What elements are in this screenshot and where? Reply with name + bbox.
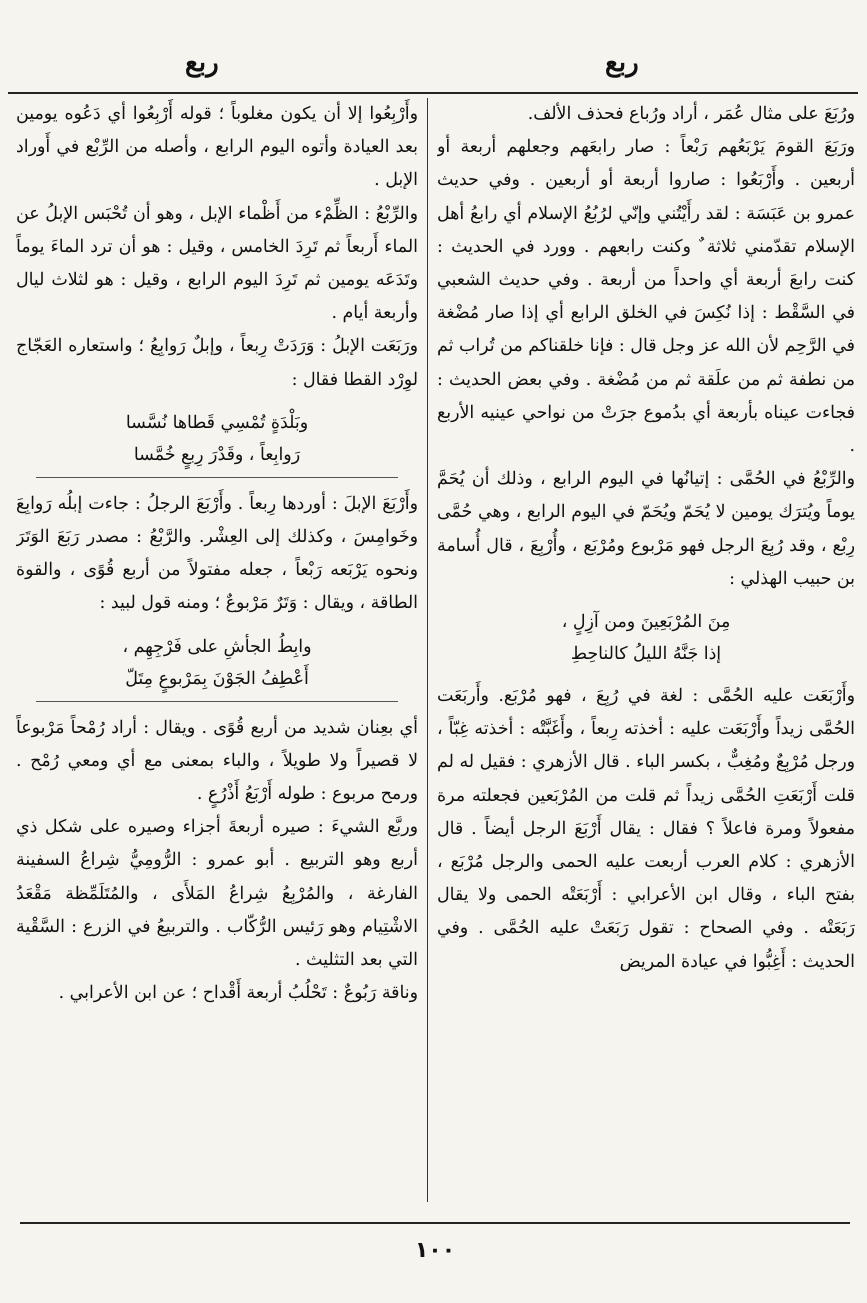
paragraph: ورَبَعَت الإبلُ : وَرَدَتْ رِبعاً ، وإبلٌ رَوابِعُ ؛ واستعاره العَجّاج لوِرْد القطا فقال :	[16, 336, 418, 390]
page-number: ١٠٠	[414, 1238, 456, 1263]
running-head-left: ربع	[185, 48, 219, 78]
verse-line: رَوابِعاً ، وقَدْرَ رِبعٍ خُمَّسا	[133, 444, 301, 465]
paragraph: والرِّبْعُ : الظِّمْء من أَظْماء الإبل ، وهو أن تُحْبَس الإبلُ عن الماء أَربعاً ثم تَرِدَ الخامس ، وقيل : هو أن ترد الماءَ يوماً وتَدَعَه يومين ثم تَرِدَ اليوم الرابع ، وقيل : هو لثلاث ليال وأربعة أيام .	[16, 203, 418, 324]
footer-rule	[20, 1222, 850, 1224]
verse-separator	[36, 701, 398, 702]
paragraph: وناقة رَبُوعٌ : تَحْلُبُ أربعة أَقْداح ؛ عن ابن الأعرابي .	[58, 983, 418, 1004]
verse-line: أَعْطِفُ الجَوْنَ بِمَرْبوعٍ مِتَلّ	[125, 668, 309, 689]
running-head-right: ربع	[605, 48, 639, 78]
page-header	[0, 48, 867, 88]
verse-line: وبَلْدَةٍ تُمْسِي قَطاها نُسَّسا	[125, 412, 309, 433]
verse-block	[16, 407, 418, 478]
verse-line: إذا جَنَّهُ الليلُ كالناحِطِ	[570, 644, 722, 665]
paragraph: ورُبَعَ على مثال عُمَر ، أراد ورُباع فحذف الألف.	[527, 104, 855, 124]
paragraph: وأَرْبَعَ الإبلَ : أوردها رِبعاً . وأَرْبَعَ الرجلُ : جاءت إبلُه رَوابِعَ وخَوامِسَ ، وكذلك إلى العِشْر. والرَّبْعُ : مصدر رَبَعَ الوَتَرَ ونحوه يَرْبَعه رَبْعاً ، جعله مفتولاً من أربع قُوًى ، والقوة الطاقة ، ويقال : وَتَرٌ مَرْبوعٌ ؛ ومنه قول لبيد :	[16, 493, 418, 614]
left-column	[16, 98, 418, 1208]
verse-block	[16, 631, 418, 702]
verse-block	[437, 606, 855, 670]
paragraph: وربَّع الشيءَ : صيره أربعةَ أجزاء وصيره على شكل ذي أربع وهو التربيع . أبو عمرو : الرُّومِيُّ شِراعُ السفينة الفارغة ، والمُرْبِعُ شِراعُ المَلأَى ، والمُتَلَمِّظة مَقْعَدُ الاشْتِيام وهو رَئيس الرُّكّاب . والتربيعُ في الزرع : السَّقْية التي بعد التثليث .	[16, 817, 418, 971]
paragraph: وأَرْبِعُوا إلا أن يكون مغلوباً ؛ قوله أَرْبِعُوا أي دَعُوه يومين بعد العيادة وأتوه اليوم الرابع ، وأصله من الرِّبْع في أَوراد الإبل .	[16, 104, 418, 191]
right-column	[437, 98, 855, 1208]
verse-line: مِنَ المُرْبَعِينَ ومن آزِلٍ ،	[561, 612, 731, 633]
verse-line: وابِطُ الجأشِ على فَرْجِهِم ،	[122, 636, 312, 657]
header-rule	[8, 92, 858, 94]
paragraph: ورَبَعَ القومَ يَرْبَعُهم رَبْعاً : صار رابعَهم وجعلهم أربعة أو أربعين . وأَرْبَعُوا : صاروا أربعة أو أربعين . وفي حديث عمرو بن عَبَسَة : لقد رأَيْتُني وإنّي لرُبُعُ الإسلام أي رابعُ أهل الإسلام تقدّمني ثلاثة ٌ وكنت رابعهم . وورد في الحديث : كنت رابعَ أربعة أي واحداً من أربعة . وفي حديث الشعبي في السَّقْط : إذا نُكِسَ في الخلق الرابع أي إذا صار مُضْغة في الرَّحِم لأن الله عز وجل قال : فإنا خلقناكم من تُراب ثم من نطفة ثم من علَقة ثم من مُضْغة . وفي بعض الحديث : فجاءت عيناه بأربعة أي بدُموع جرَتْ من نواحي عينيه الأربع .	[437, 137, 855, 457]
verse-separator	[36, 477, 398, 478]
paragraph: وأَرْبَعَت عليه الحُمَّى : لغة في رُبِعَ ، فهو مُرْبَع. وأَربَعَت الحُمَّى زيداً وأَرْبَعَت عليه : أخذته رِبعاً ، وأَغَبَّتْه : أخذته غِبّاً ، ورجل مُرْبِعٌ ومُغِبٌّ ، بكسر الباء . قال الأزهري : فقيل له لم قلت أَرْبَعَتِ الحُمَّى زيداً ثم قلت من المُرْبَعين فجعلته مرة مفعولاً ومرة فاعلاً ؟ فقال : يقال أَرْبَعَ الرجل أيضاً . قال الأزهري : كلام العرب أربعت عليه الحمى والرجل مُرْبَع ، بفتح الباء ، وقال ابن الأعرابي : أَرْبَعَتْه الحمى ولا يقال رَبَعَتْه . وفي الصحاح : تقول رَبَعَتْ عليه الحُمَّى . وفي الحديث : أَغِبُّوا في عيادة المريض	[437, 686, 855, 972]
paragraph: أي بعِنان شديد من أربع قُوًى . ويقال : أراد رُمْحاً مَرْبوعاً لا قصيراً ولا طويلاً ، والباء بمعنى مع أي ومعي رُمْح . ورمح مربوع : طوله أَرْبَعُ أَذْرُعٍ .	[16, 717, 418, 805]
paragraph: والرِّبْعُ في الحُمَّى : إتيانُها في اليوم الرابع ، وذلك أن يُحَمَّ يوماً ويُترَك يومين لا يُحَمّ ويُحَمّ في اليوم الرابع ، وهي حُمَّى رِبْع ، وقد رُبِعَ الرجل فهو مَرْبوع ومُرْبَع ، وأُرْبِعَ ، قال أُسامة بن حبيب الهذلي :	[437, 469, 855, 589]
column-divider	[427, 98, 428, 1202]
